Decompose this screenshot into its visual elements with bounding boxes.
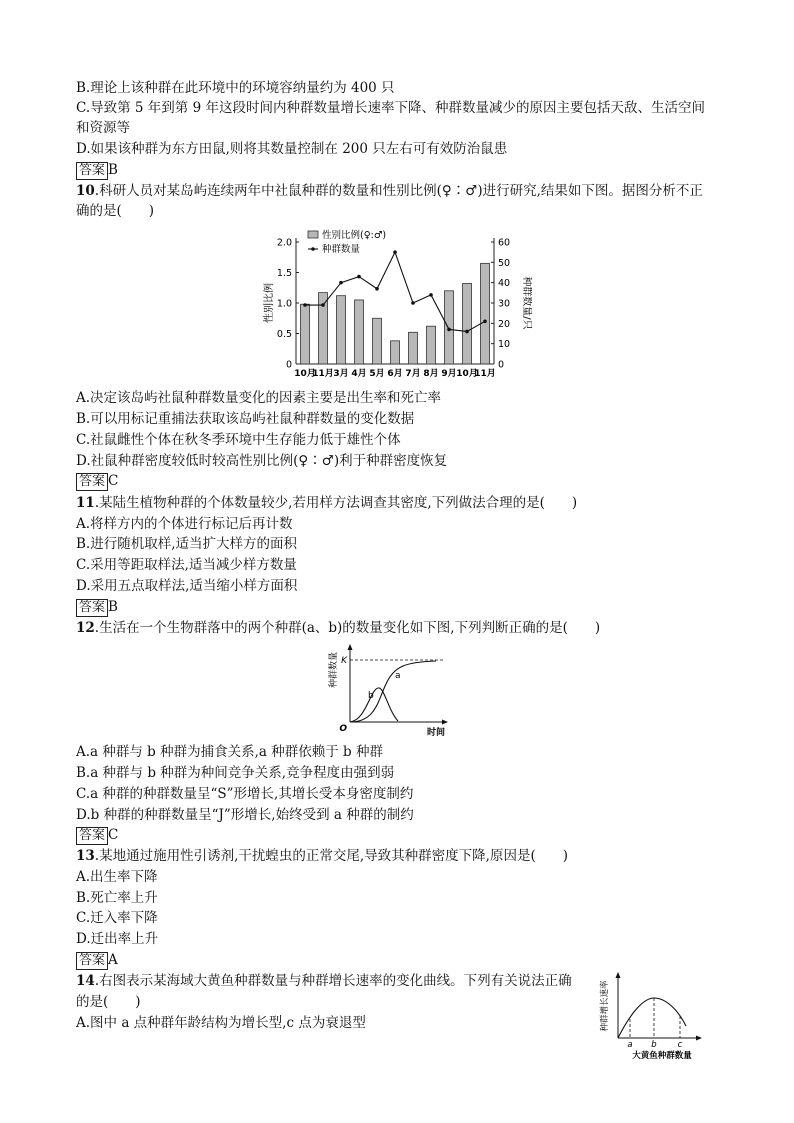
left-tick-label: 1.5 [276,268,292,279]
bar [427,326,436,364]
x-tick-label: 10月 [456,369,478,379]
x-tick-label: 5月 [369,369,385,379]
q10-answer-row [76,471,118,491]
q11-option-b: B.进行随机取样,适当扩大样方的面积 [76,536,298,552]
population-point [303,303,307,307]
population-point [339,281,343,285]
x-axis-label: 大黄鱼种群数量 [632,1051,692,1061]
bar [355,300,364,364]
q11-answer-row [76,597,118,617]
answer-value: C [108,827,119,843]
x-point-label: c [677,1040,683,1050]
q12-option-c: C.a 种群的种群数量呈“S”形增长,其增长受本身密度制约 [76,786,414,802]
q10-stem-cont: 确的是( ) [76,203,155,219]
x-tick-label: 10月 [294,369,316,379]
left-tick-label: 0 [285,359,292,371]
x-tick-label: 8月 [423,369,439,379]
q13-stem [76,846,568,866]
right-axis-label: 种群数量/只 [521,276,532,330]
bar [337,296,346,364]
k-label: K [341,656,347,666]
growth-rate-chart [596,970,726,1065]
x-tick-label: 6月 [387,369,403,379]
q10-option-a: A.决定该岛屿社鼠种群数量变化的因素主要是出生率和死亡率 [76,390,442,406]
q12-option-d: D.b 种群的种群数量呈“J”形增长,始终受到 a 种群的制约 [76,807,414,823]
x-tick-label: 11月 [474,369,496,379]
answer-label: 答案 [76,162,108,180]
q12-stem [76,618,600,638]
legend-line-dot [311,247,315,251]
curve-b [350,688,398,722]
x-axis-arrow [696,1036,702,1041]
q14-stem-cont: 的是( ) [76,994,141,1010]
q13-stem-text: .某地通过施用性引诱剂,干扰蝗虫的正常交尾,导致其种群密度下降,原因是( ) [94,848,568,864]
q9-option-c-cont: 和资源等 [76,120,130,136]
population-line [305,252,485,331]
x-tick-label: 11月 [312,369,334,379]
q10-stem [76,181,703,201]
q10-option-d: D.社鼠种群密度较低时较高性别比例(♀∶♂)利于种群密度恢复 [76,453,448,469]
right-tick-label: 10 [498,339,511,351]
q14-stem [76,971,572,991]
origin-label: O [339,724,347,734]
curve-a-label: a [395,671,401,681]
chart3-plot [599,972,702,1061]
question-number: 11 [76,495,95,511]
bar [481,263,490,364]
q13-answer-row [76,950,118,970]
x-point-label: b [651,1040,657,1050]
question-number: 12 [76,620,95,636]
chart1-plot [262,229,532,379]
right-tick-label: 50 [498,257,511,269]
population-point [321,303,325,307]
answer-value: B [108,599,118,615]
q11-stem-text: .某陆生植物种群的个体数量较少,若用样方法调查其密度,下列做法合理的是( ) [94,495,578,511]
left-tick-label: 0.5 [276,329,292,340]
bar [391,341,400,364]
left-tick-label: 1.0 [276,298,292,310]
bar [301,304,310,364]
bar [445,291,454,364]
q10-option-b: B.可以用标记重捕法获取该岛屿社鼠种群数量的变化数据 [76,411,415,427]
q11-option-d: D.采用五点取样法,适当缩小样方面积 [76,578,298,594]
population-point [393,250,397,254]
x-axis-arrow [442,720,448,725]
population-curves-chart [326,640,466,740]
x-axis-label: 时间 [426,728,446,738]
population-point [375,287,379,291]
answer-value: C [108,473,119,489]
growth-curve [618,998,686,1038]
population-point [483,320,487,324]
answer-value: B [108,162,118,178]
population-point [447,328,451,332]
left-axis-label: 性别比例 [264,283,275,323]
population-point [357,275,361,279]
bar [409,332,418,364]
q12-option-b: B.a 种群与 b 种群为种间竞争关系,竞争程度由强到弱 [76,765,395,781]
y-axis-label: 种群数量 [329,651,339,689]
q9-option-d: D.如果该种群为东方田鼠,则将其数量控制在 200 只左右可有效防治鼠患 [76,141,508,157]
q9-answer-row [76,160,118,180]
q11-option-a: A.将样方内的个体进行标记后再计数 [76,516,293,532]
y-axis-arrow [616,972,621,978]
x-tick-label: 4月 [351,369,367,379]
q14-option-a: A.图中 a 点种群年龄结构为增长型,c 点为衰退型 [76,1015,366,1031]
q13-option-b: B.死亡率上升 [76,890,158,906]
q11-option-c: C.采用等距取样法,适当减少样方数量 [76,557,297,573]
population-point [411,301,415,305]
right-tick-label: 0 [498,359,505,371]
x-point-label: a [627,1040,633,1050]
left-tick-label: 2.0 [276,237,292,249]
q9-option-c: C.导致第 5 年到第 9 年这段时间内种群数量增长速率下降、种群数量减少的原因主要包括天敌、生活空间 [76,100,705,116]
answer-label: 答案 [76,599,108,617]
chart2-plot [327,644,448,738]
q12-stem-text: .生活在一个生物群落中的两个种群(a、b)的数量变化如下图,下列判断正确的是( ) [94,620,601,636]
right-tick-label: 40 [498,278,511,290]
answer-label: 答案 [76,952,108,970]
legend-bar-swatch [308,231,318,238]
q10-stem-text: .科研人员对某岛屿连续两年中社鼠种群的数量和性别比例(♀∶♂)进行研究,结果如下图。据图分析不正 [94,183,703,199]
bar [373,318,382,364]
answer-label: 答案 [76,827,108,845]
q12-option-a: A.a 种群与 b 种群为捕食关系,a 种群依赖于 b 种群 [76,744,383,760]
q10-option-c: C.社鼠雌性个体在秋冬季环境中生存能力低于雄性个体 [76,432,401,448]
legend-line-label: 种群数量 [322,244,361,255]
right-tick-label: 20 [498,318,511,330]
q13-option-c: C.迁入率下降 [76,910,158,926]
q13-option-a: A.出生率下降 [76,869,158,885]
population-point [465,330,469,334]
sex-ratio-population-chart [262,222,532,384]
bar [463,283,472,364]
x-tick-label: 7月 [405,369,421,379]
right-tick-label: 60 [498,237,511,249]
q9-option-b: B.理论上该种群在此环境中的环境容纳量约为 400 只 [76,80,395,96]
y-axis-arrow [348,644,353,650]
answer-value: A [108,952,118,968]
legend-bar-label: 性别比例(♀:♂) [322,230,387,241]
population-point [429,293,433,297]
q13-option-d: D.迁出率上升 [76,931,159,947]
y-axis-label: 种群增长速率 [600,980,610,1032]
answer-label: 答案 [76,473,108,491]
x-tick-label: 3月 [333,369,349,379]
q11-stem [76,493,577,513]
q14-stem-text: .右图表示某海域大黄鱼种群数量与种群增长速率的变化曲线。下列有关说法正确 [94,973,572,989]
question-number: 13 [76,848,95,864]
right-tick-label: 30 [498,298,511,310]
question-number: 10 [76,183,95,199]
x-tick-label: 9月 [441,369,457,379]
question-number: 14 [76,973,95,989]
q12-answer-row [76,825,118,845]
curve-b-label: b [368,691,374,701]
